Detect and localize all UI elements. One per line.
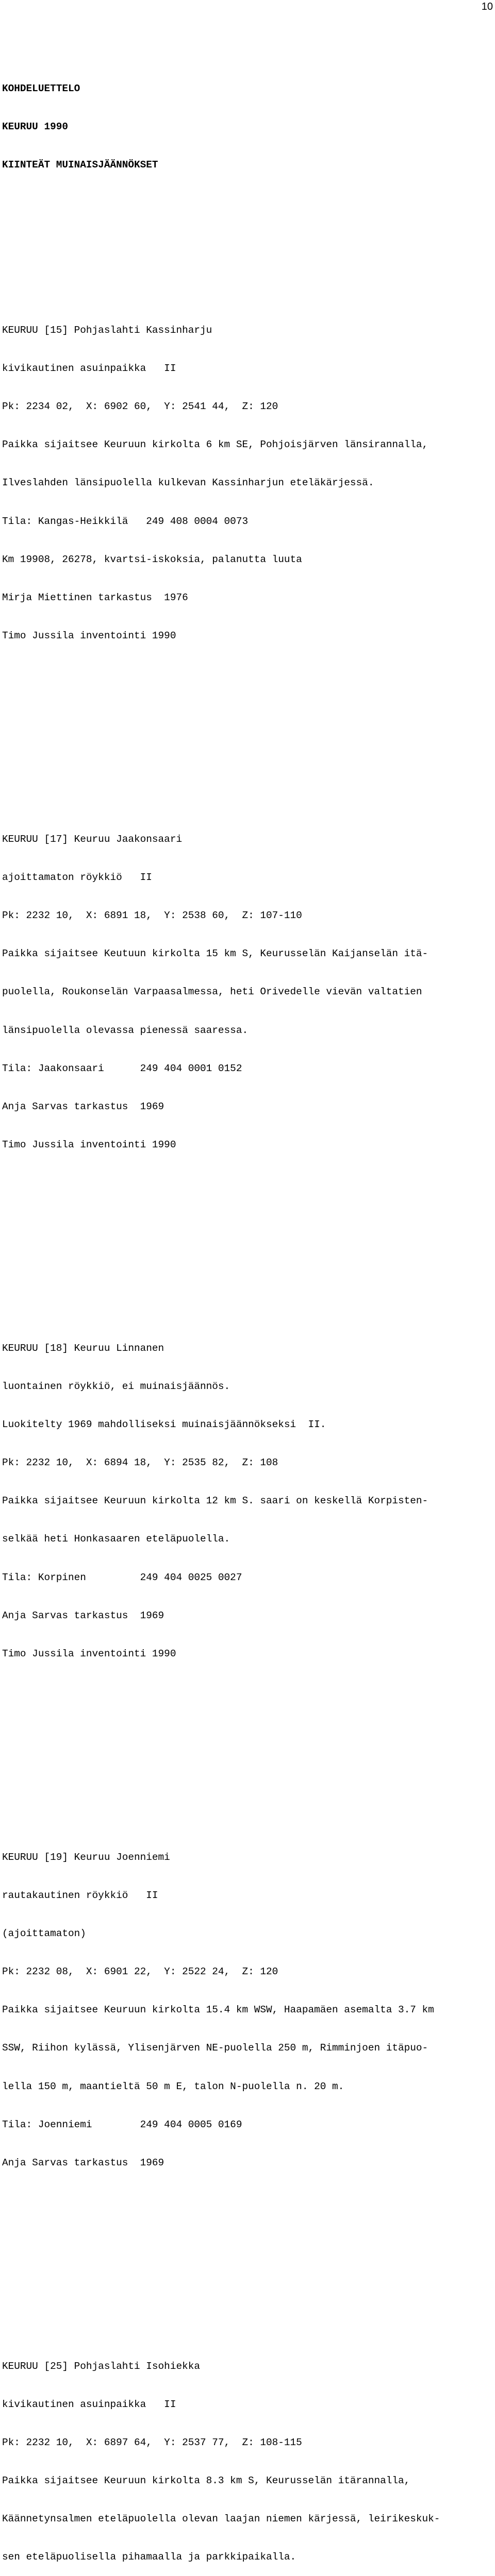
entry-property: Tila: Jaakonsaari 249 404 0001 0152: [2, 1062, 242, 1074]
entry-title: KEURUU [15] Pohjaslahti Kassinharju: [2, 325, 212, 336]
spacer: [2, 2271, 493, 2284]
spacer: [2, 1762, 493, 1775]
entry-location: lella 150 m, maantieltä 50 m E, talon N-puolella n. 20 m.: [2, 2080, 344, 2092]
entry-coordinates: Pk: 2232 10, X: 6894 18, Y: 2535 82, Z: 108: [2, 1457, 278, 1469]
spacer: [2, 706, 493, 719]
entry-keuruu-25: [2, 2335, 493, 2576]
entry-inspection: Mirja Miettinen tarkastus 1976: [2, 591, 188, 603]
entry-inspection: Anja Sarvas tarkastus 1969: [2, 1100, 164, 1112]
entry-classification: ajoittamaton röykkiö II: [2, 872, 152, 884]
entry-location: sen eteläpuolisella pihamaalla ja parkkipaikalla.: [2, 2551, 296, 2563]
entry-location: Paikka sijaitsee Keuruun kirkolta 6 km SE, Pohjoisjärven länsirannalla,: [2, 439, 428, 451]
entry-title: KEURUU [17] Keuruu Jaakonsaari: [2, 834, 183, 845]
entry-coordinates: Pk: 2232 10, X: 6897 64, Y: 2537 77, Z: 108-115: [2, 2437, 302, 2449]
entry-inventory: Timo Jussila inventointi 1990: [2, 630, 176, 641]
entry-classification-note: Luokitelty 1969 mahdolliseksi muinaisjäännökseksi II.: [2, 1419, 326, 1431]
entry-keuruu-17: [2, 808, 493, 1177]
entry-inspection: Anja Sarvas tarkastus 1969: [2, 2157, 164, 2168]
entry-coordinates: Pk: 2232 10, X: 6891 18, Y: 2538 60, Z: 107-110: [2, 910, 302, 922]
entry-classification: kivikautinen asuinpaikka II: [2, 363, 176, 375]
document-header: [2, 57, 493, 197]
entry-location: SSW, Riihon kylässä, Ylisenjärven NE-puolella 250 m, Rimminjoen itäpuo-: [2, 2042, 428, 2054]
entry-location: Ilveslahden länsipuolella kulkevan Kassinharjun eteläkärjessä.: [2, 477, 374, 489]
entry-classification: kivikautinen asuinpaikka II: [2, 2399, 176, 2411]
entry-classification: rautakautinen röykkiö II: [2, 1890, 158, 1902]
entry-coordinates: Pk: 2234 02, X: 6902 60, Y: 2541 44, Z: 120: [2, 401, 278, 413]
spacer: [2, 235, 493, 248]
entry-location: Paikka sijaitsee Keutuun kirkolta 15 km S, Keurusselän Kaijanselän itä-: [2, 948, 428, 960]
entry-keuruu-15: [2, 299, 493, 668]
entry-location: länsipuolella olevassa pienessä saaressa.: [2, 1024, 249, 1036]
document-body: [2, 31, 493, 2576]
entry-location: puolella, Roukonselän Varpaasalmessa, heti Orivedelle vievän valtatien: [2, 986, 422, 998]
entry-property: Tila: Joenniemi 249 404 0005 0169: [2, 2119, 242, 2130]
spacer: [2, 1724, 493, 1737]
entry-location: Paikka sijaitsee Keuruun kirkolta 8.3 km S, Keurusselän itärannalla,: [2, 2475, 410, 2487]
header-line-catalogue: KOHDELUETTELO: [2, 82, 80, 94]
entry-property: Tila: Kangas-Heikkilä 249 408 0004 0073: [2, 515, 249, 527]
entry-inspection: Anja Sarvas tarkastus 1969: [2, 1609, 164, 1621]
spacer: [2, 744, 493, 757]
entry-property: Tila: Korpinen 249 404 0025 0027: [2, 1571, 242, 1583]
entry-keuruu-19: [2, 1826, 493, 2195]
entry-inventory: Timo Jussila inventointi 1990: [2, 1648, 176, 1659]
entry-title: KEURUU [25] Pohjaslahti Isohiekka: [2, 2360, 200, 2372]
spacer: [2, 1253, 493, 1266]
entry-finds: Km 19908, 26278, kvartsi-iskoksia, palanutta luuta: [2, 553, 302, 565]
header-line-municipality-year: KEURUU 1990: [2, 121, 68, 132]
entry-location: selkää heti Honkasaaren eteläpuolella.: [2, 1533, 230, 1545]
entry-location: Paikka sijaitsee Keuruun kirkolta 12 km S. saari on keskellä Korpisten-: [2, 1495, 428, 1507]
spacer: [2, 2233, 493, 2246]
entry-classification-note: (ajoittamaton): [2, 1928, 86, 1940]
header-line-category: KIINTEÄT MUINAISJÄÄNNÖKSET: [2, 159, 158, 171]
entry-location: Käännetynsalmen eteläpuolella olevan laajan niemen kärjessä, leirikeskuk-: [2, 2513, 440, 2525]
entry-title: KEURUU [19] Keuruu Joenniemi: [2, 1851, 170, 1863]
entry-location: Paikka sijaitsee Keuruun kirkolta 15.4 km WSW, Haapamäen asemalta 3.7 km: [2, 2004, 434, 2016]
entry-classification: luontainen röykkiö, ei muinaisjäännös.: [2, 1381, 230, 1393]
spacer: [2, 1215, 493, 1228]
entry-inventory: Timo Jussila inventointi 1990: [2, 1139, 176, 1150]
entry-title: KEURUU [18] Keuruu Linnanen: [2, 1343, 164, 1354]
entry-keuruu-18: [2, 1317, 493, 1686]
entry-coordinates: Pk: 2232 08, X: 6901 22, Y: 2522 24, Z: 120: [2, 1966, 278, 1978]
page-number: 10: [481, 1, 493, 12]
